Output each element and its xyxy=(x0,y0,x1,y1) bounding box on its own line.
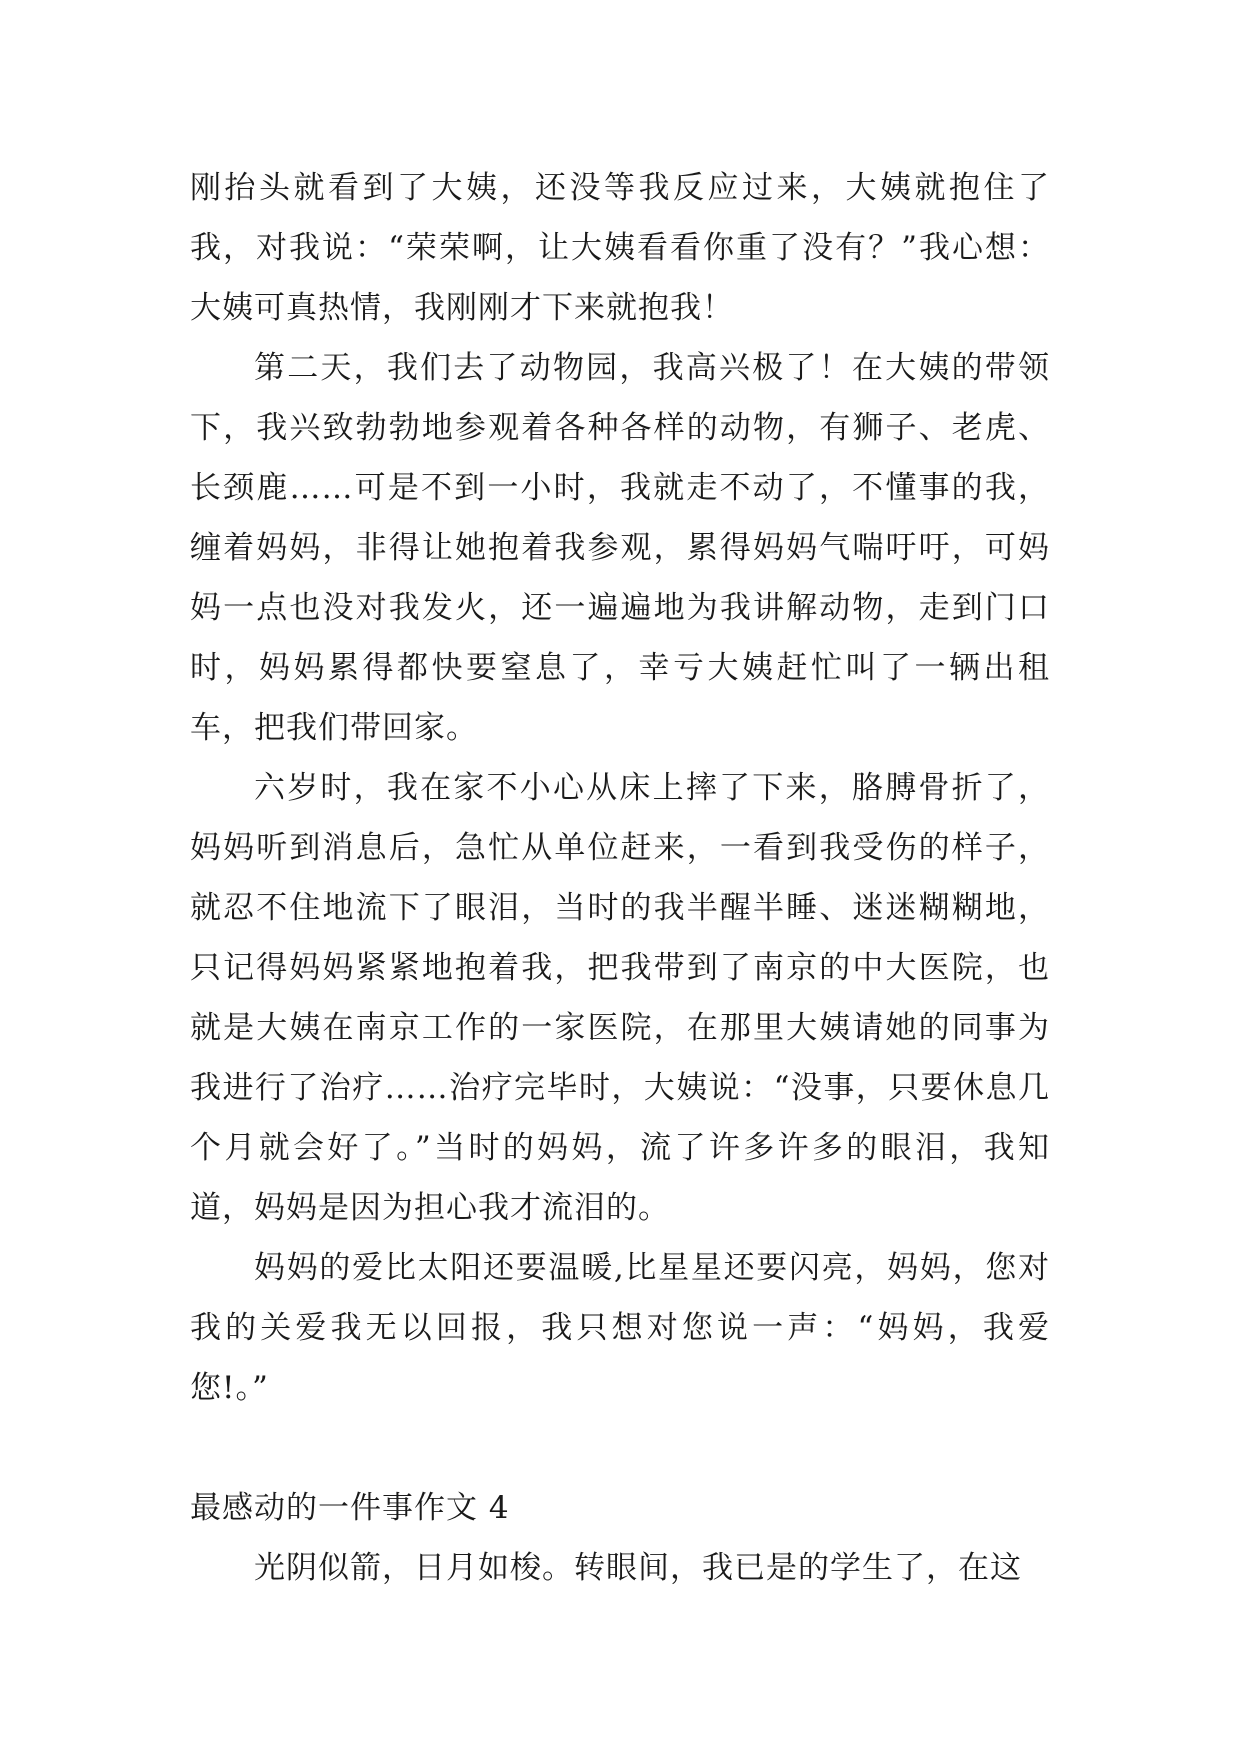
section-title: 最感动的一件事作文 4 xyxy=(190,1490,510,1526)
paragraph-5: 光阴似箭，日月如梭。转眼间，我已是的学生了，在这 xyxy=(254,1550,1022,1586)
document-body xyxy=(190,158,1050,1598)
paragraph-3: 六岁时，我在家不小心从床上摔了下来，胳膊骨折了，妈妈听到消息后，急忙从单位赶来，一看到我受伤的样子，就忍不住地流下了眼泪，当时的我半醒半睡、迷迷糊糊地，只记得妈妈紧紧地抱着我，把我带到了南京的中大医院，也就是大姨在南京工作的一家医院，在那里大姨请她的同事为我进行了治疗……治疗完毕时，大姨说：“没事，只要休息几个月就会好了。”当时的妈妈，流了许多许多的眼泪，我知道，妈妈是因为担心我才流泪的。 xyxy=(190,770,1050,1226)
paragraph-1: 刚抬头就看到了大姨，还没等我反应过来，大姨就抱住了我，对我说：“荣荣啊，让大姨看看你重了没有？”我心想：大姨可真热情，我刚刚才下来就抱我！ xyxy=(190,170,1050,326)
paragraph-2: 第二天，我们去了动物园，我高兴极了！在大姨的带领下，我兴致勃勃地参观着各种各样的动物，有狮子、老虎、长颈鹿……可是不到一小时，我就走不动了，不懂事的我，缠着妈妈，非得让她抱着我参观，累得妈妈气喘吁吁，可妈妈一点也没对我发火，还一遍遍地为我讲解动物，走到门口时，妈妈累得都快要窒息了，幸亏大姨赶忙叫了一辆出租车，把我们带回家。 xyxy=(190,350,1050,746)
paragraph-4: 妈妈的爱比太阳还要温暖,比星星还要闪亮，妈妈，您对我的关爱我无以回报，我只想对您说一声：“妈妈，我爱您!。” xyxy=(190,1250,1050,1406)
